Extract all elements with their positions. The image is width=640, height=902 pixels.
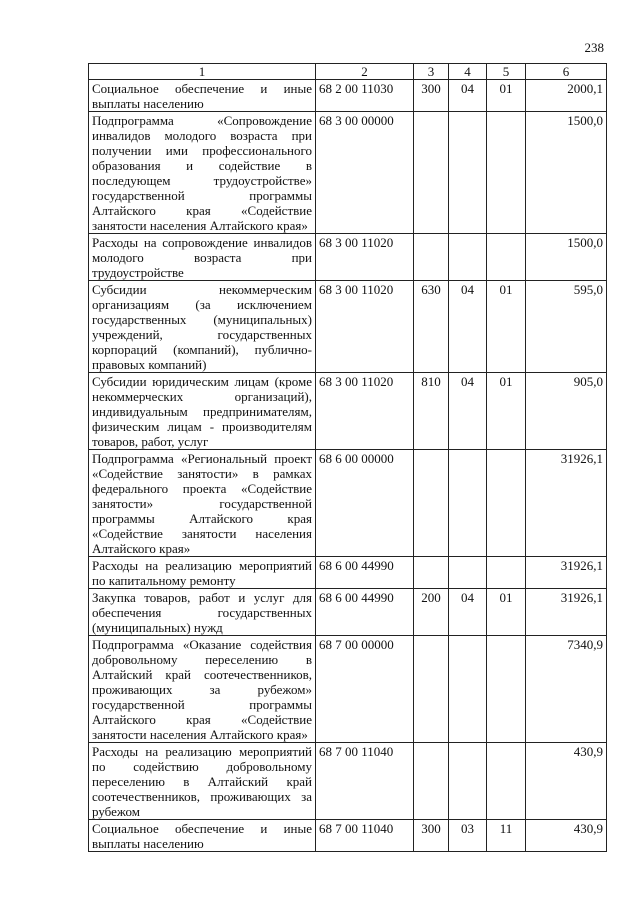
amount-cell: 1500,0 xyxy=(526,234,607,281)
amount-cell: 430,9 xyxy=(526,743,607,820)
section-cell xyxy=(449,557,487,589)
section-cell xyxy=(449,112,487,234)
column-header: 4 xyxy=(449,64,487,80)
target-code-cell: 68 3 00 11020 xyxy=(316,373,414,450)
amount-cell: 31926,1 xyxy=(526,557,607,589)
column-header: 1 xyxy=(89,64,316,80)
table-row xyxy=(89,557,607,589)
expense-type-cell xyxy=(414,234,449,281)
table-row xyxy=(89,636,607,743)
target-code-cell: 68 7 00 00000 xyxy=(316,636,414,743)
expense-type-cell xyxy=(414,557,449,589)
table-row xyxy=(89,80,607,112)
target-code-cell: 68 3 00 11020 xyxy=(316,234,414,281)
item-name-cell: Расходы на реализацию мероприятий по содействию добровольному переселению в Алтайский край соотечественников, проживающих за рубежом xyxy=(89,743,316,820)
table-row xyxy=(89,112,607,234)
subsection-cell: 11 xyxy=(487,820,526,852)
target-code-cell: 68 3 00 00000 xyxy=(316,112,414,234)
subsection-cell: 01 xyxy=(487,80,526,112)
item-name-cell: Расходы на сопровождение инвалидов молодого возраста при трудоустройстве xyxy=(89,234,316,281)
expense-type-cell: 810 xyxy=(414,373,449,450)
expense-type-cell xyxy=(414,743,449,820)
expense-type-cell xyxy=(414,636,449,743)
section-cell: 04 xyxy=(449,589,487,636)
subsection-cell: 01 xyxy=(487,589,526,636)
target-code-cell: 68 7 00 11040 xyxy=(316,820,414,852)
column-header: 5 xyxy=(487,64,526,80)
amount-cell: 905,0 xyxy=(526,373,607,450)
item-name-cell: Субсидии юридическим лицам (кроме некоммерческих организаций), индивидуальным предпринимателям, физическим лицам - производителям товаров, работ, услуг xyxy=(89,373,316,450)
expense-type-cell: 300 xyxy=(414,80,449,112)
section-cell: 04 xyxy=(449,80,487,112)
expense-type-cell xyxy=(414,112,449,234)
item-name-cell: Закупка товаров, работ и услуг для обеспечения государственных (муниципальных) нужд xyxy=(89,589,316,636)
item-name-cell: Подпрограмма «Сопровождение инвалидов молодого возраста при получении ими профессионального образования и содействие в последующем трудоустройстве» государственной программы Алтайского края «Содействие занятости населения Алтайского края» xyxy=(89,112,316,234)
section-cell xyxy=(449,636,487,743)
table-row xyxy=(89,281,607,373)
section-cell xyxy=(449,450,487,557)
column-header: 2 xyxy=(316,64,414,80)
subsection-cell xyxy=(487,112,526,234)
subsection-cell xyxy=(487,234,526,281)
table-row xyxy=(89,820,607,852)
section-cell: 04 xyxy=(449,373,487,450)
amount-cell: 2000,1 xyxy=(526,80,607,112)
amount-cell: 430,9 xyxy=(526,820,607,852)
table-row xyxy=(89,589,607,636)
amount-cell: 1500,0 xyxy=(526,112,607,234)
amount-cell: 595,0 xyxy=(526,281,607,373)
budget-table xyxy=(88,63,607,852)
section-cell xyxy=(449,234,487,281)
item-name-cell: Подпрограмма «Региональный проект «Содействие занятости» в рамках федерального проекта «Содействие занятости» государственной программы Алтайского края «Содействие занятости населения Алтайского края» xyxy=(89,450,316,557)
expense-type-cell: 630 xyxy=(414,281,449,373)
item-name-cell: Субсидии некоммерческим организациям (за исключением государственных (муниципальных) учреждений, государственных корпораций (компаний), публично-правовых компаний) xyxy=(89,281,316,373)
target-code-cell: 68 6 00 44990 xyxy=(316,557,414,589)
item-name-cell: Расходы на реализацию мероприятий по капитальному ремонту xyxy=(89,557,316,589)
amount-cell: 31926,1 xyxy=(526,450,607,557)
target-code-cell: 68 7 00 11040 xyxy=(316,743,414,820)
section-cell xyxy=(449,743,487,820)
target-code-cell: 68 3 00 11020 xyxy=(316,281,414,373)
section-cell: 04 xyxy=(449,281,487,373)
amount-cell: 31926,1 xyxy=(526,589,607,636)
subsection-cell xyxy=(487,743,526,820)
expense-type-cell: 200 xyxy=(414,589,449,636)
section-cell: 03 xyxy=(449,820,487,852)
expense-type-cell xyxy=(414,450,449,557)
target-code-cell: 68 6 00 00000 xyxy=(316,450,414,557)
item-name-cell: Социальное обеспечение и иные выплаты населению xyxy=(89,820,316,852)
subsection-cell xyxy=(487,450,526,557)
amount-cell: 7340,9 xyxy=(526,636,607,743)
subsection-cell xyxy=(487,636,526,743)
column-header: 3 xyxy=(414,64,449,80)
table-row xyxy=(89,450,607,557)
subsection-cell xyxy=(487,557,526,589)
table-header-row xyxy=(89,64,607,80)
table-row xyxy=(89,743,607,820)
target-code-cell: 68 6 00 44990 xyxy=(316,589,414,636)
item-name-cell: Подпрограмма «Оказание содействия добровольному переселению в Алтайский край соотечественников, проживающих за рубежом» государственной программы Алтайского края «Содействие занятости населения Алтайского края» xyxy=(89,636,316,743)
table-row xyxy=(89,234,607,281)
column-header: 6 xyxy=(526,64,607,80)
subsection-cell: 01 xyxy=(487,373,526,450)
item-name-cell: Социальное обеспечение и иные выплаты населению xyxy=(89,80,316,112)
table-row xyxy=(89,373,607,450)
subsection-cell: 01 xyxy=(487,281,526,373)
target-code-cell: 68 2 00 11030 xyxy=(316,80,414,112)
expense-type-cell: 300 xyxy=(414,820,449,852)
page-number: 238 xyxy=(584,40,604,55)
